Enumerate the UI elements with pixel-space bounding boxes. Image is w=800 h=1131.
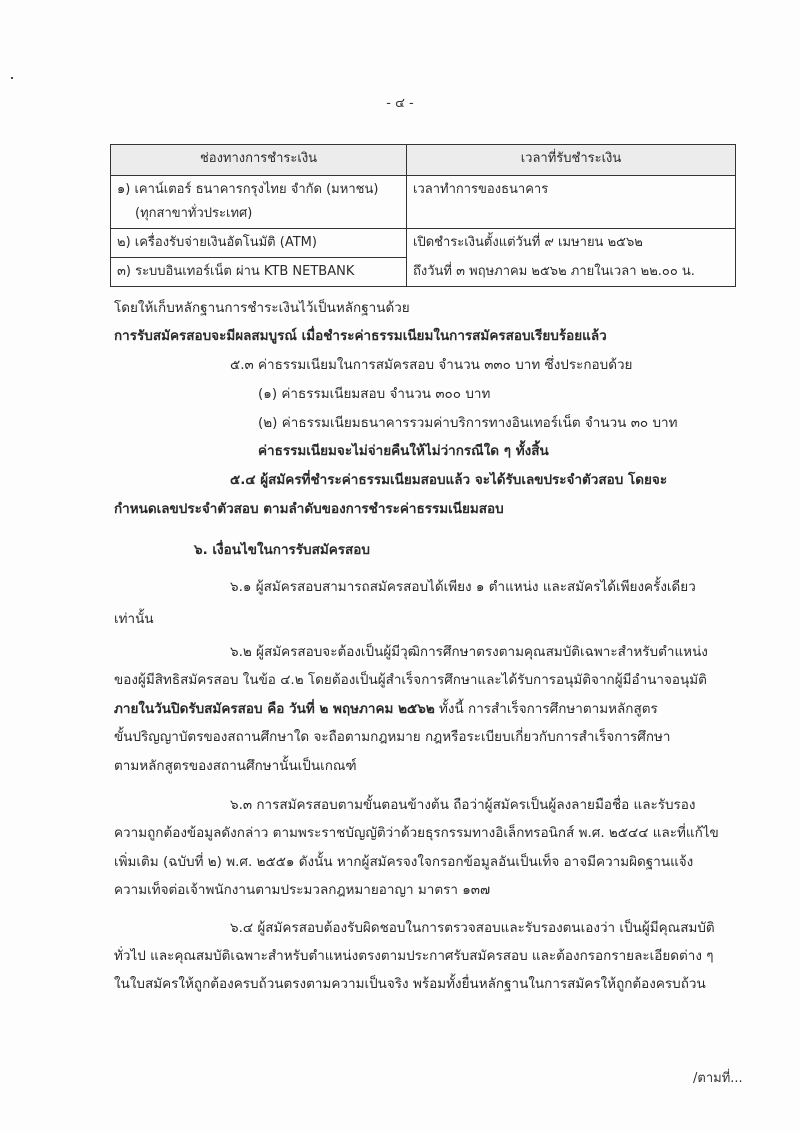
section-6-4-line3: ในใบสมัครให้ถูกต้องครบถ้วนตรงตามความเป็นจริง พร้อมทั้งยื่นหลักฐานในการสมัครให้ถูกต้องครบถ้วน	[114, 976, 706, 992]
section-6-2-line1: ๖.๒ ผู้สมัครสอบจะต้องเป็นผู้มีวุฒิการศึกษาตรงตามคุณสมบัติเฉพาะสำหรับตำแหน่ง	[230, 644, 708, 660]
section-5-3: ๕.๓ ค่าธรรมเนียมในการสมัครสอบ จำนวน ๓๓๐ บาท ซึ่งประกอบด้วย	[230, 357, 633, 373]
time-cell: ถึงวันที่ ๓ พฤษภาคม ๒๕๖๒ ภายในเวลา ๒๒.๐๐ น.	[407, 258, 736, 287]
table-row	[111, 176, 736, 229]
scan-speck	[11, 77, 13, 79]
page-number: - ๔ -	[386, 96, 414, 111]
time-cell: เวลาทำการของธนาคาร	[407, 176, 736, 229]
continuation-marker: /ตามที่...	[693, 1071, 743, 1086]
section-6-3-line1: ๖.๓ การสมัครสอบตามขั้นตอนข้างต้น ถือว่าผู้สมัครเป็นผู้ลงลายมือชื่อ และรับรอง	[230, 797, 696, 813]
section-5-3-item-1: (๑) ค่าธรรมเนียมสอบ จำนวน ๓๐๐ บาท	[258, 386, 491, 402]
header-channel: ช่องทางการชำระเงิน	[111, 145, 407, 176]
time-cell: เปิดชำระเงินตั้งแต่วันที่ ๙ เมษายน ๒๕๖๒	[407, 229, 736, 258]
table-row	[111, 258, 736, 287]
channel-cell	[111, 176, 407, 229]
keep-evidence-text: โดยให้เก็บหลักฐานการชำระเงินไว้เป็นหลักฐานด้วย	[114, 300, 410, 316]
section-6-3-line3: เพิ่มเติม (ฉบับที่ ๒) พ.ศ. ๒๕๕๑ ดังนั้น หากผู้สมัครจงใจกรอกข้อมูลอันเป็นเท็จ อาจมีความผิดฐานแจ้ง	[114, 854, 694, 870]
header-time: เวลาที่รับชำระเงิน	[407, 145, 736, 176]
section-6-4-line2: ทั่วไป และคุณสมบัติเฉพาะสำหรับตำแหน่งตรงตามประกาศรับสมัครสอบ และต้องกรอกรายละเอียดต่าง ๆ	[114, 948, 714, 964]
section-6-2-line2: ของผู้มีสิทธิสมัครสอบ ในข้อ ๔.๒ โดยต้องเป็นผู้สำเร็จการศึกษาและได้รับการอนุมัติจากผู้มีอำนาจอนุมัติ	[114, 672, 707, 688]
table-header-row	[111, 145, 736, 176]
channel-text: ๑) เคาน์เตอร์ ธนาคารกรุงไทย จำกัด (มหาชน)	[117, 182, 379, 197]
section-6-2-line4: ขั้นปริญญาบัตรของสถานศึกษาใด จะถือตามกฎหมาย กฎหรือระเบียบเกี่ยวกับการสำเร็จการศึกษา	[114, 729, 671, 745]
no-refund-note: ค่าธรรมเนียมจะไม่จ่ายคืนให้ไม่ว่ากรณีใด ๆ ทั้งสิ้น	[258, 443, 549, 459]
section-6-title: ๖. เงื่อนไขในการรับสมัครสอบ	[194, 542, 370, 558]
section-5-4-line1: ๕.๔ ผู้สมัครที่ชำระค่าธรรมเนียมสอบแล้ว จะได้รับเลขประจำตัวสอบ โดยจะ	[230, 472, 668, 488]
section-6-2-line3	[114, 699, 658, 719]
close-date-bold: ภายในวันปิดรับสมัครสอบ คือ วันที่ ๒ พฤษภาคม ๒๕๖๒	[114, 701, 435, 717]
section-6-1-line1: ๖.๑ ผู้สมัครสอบสามารถสมัครสอบได้เพียง ๑ ตำแหน่ง และสมัครได้เพียงครั้งเดียว	[230, 579, 696, 595]
channel-text-line2: (ทุกสาขาทั่วประเทศ)	[135, 206, 253, 221]
section-6-3-line4: ความเท็จต่อเจ้าพนักงานตามประมวลกฎหมายอาญา มาตรา ๑๓๗	[114, 882, 491, 898]
section-6-2-line3-rest: ทั้งนี้ การสำเร็จการศึกษาตามหลักสูตร	[434, 701, 658, 717]
section-6-4-line1: ๖.๔ ผู้สมัครสอบต้องรับผิดชอบในการตรวจสอบและรับรองตนเองว่า เป็นผู้มีคุณสมบัติ	[230, 920, 715, 936]
channel-cell: ๓) ระบบอินเทอร์เน็ต ผ่าน KTB NETBANK	[111, 258, 407, 287]
section-6-3-line2: ความถูกต้องข้อมูลดังกล่าว ตามพระราชบัญญัติว่าด้วยธุรกรรมทางอิเล็กทรอนิกส์ พ.ศ. ๒๕๔๔ และที่แก้ไข	[114, 825, 719, 841]
completion-note: การรับสมัครสอบจะมีผลสมบูรณ์ เมื่อชำระค่าธรรมเนียมในการสมัครสอบเรียบร้อยแล้ว	[114, 328, 607, 344]
section-5-4-line2: กำหนดเลขประจำตัวสอบ ตามลำดับของการชำระค่าธรรมเนียมสอบ	[114, 501, 504, 517]
channel-cell: ๒) เครื่องรับจ่ายเงินอัตโนมัติ (ATM)	[111, 229, 407, 258]
section-6-2-line5: ตามหลักสูตรของสถานศึกษานั้นเป็นเกณฑ์	[114, 758, 357, 774]
section-6-1-line2: เท่านั้น	[114, 611, 154, 627]
section-5-3-item-2: (๒) ค่าธรรมเนียมธนาคารรวมค่าบริการทางอินเทอร์เน็ต จำนวน ๓๐ บาท	[258, 415, 678, 431]
payment-channels-table	[110, 144, 736, 287]
table-row	[111, 229, 736, 258]
